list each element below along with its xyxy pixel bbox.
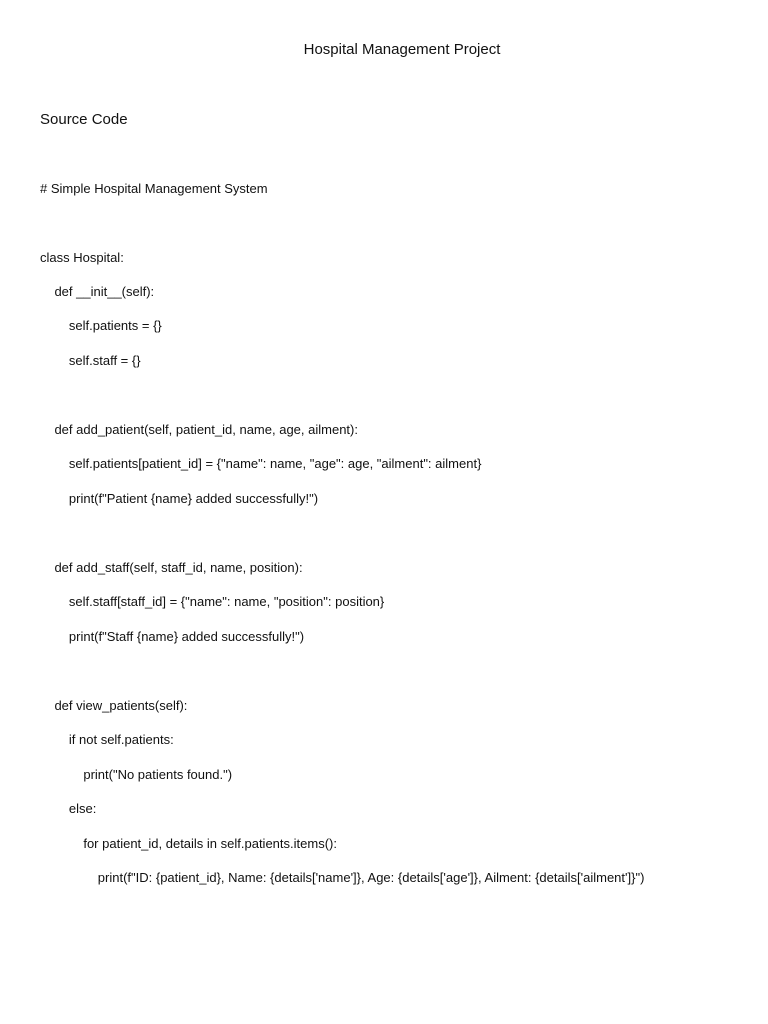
section-heading: Source Code	[40, 111, 128, 128]
code-line: print(f"Patient {name} added successfully!")	[40, 491, 319, 506]
code-line: self.patients[patient_id] = {"name": name, "age": age, "ailment": ailment}	[40, 456, 482, 471]
code-line: self.staff = {}	[40, 353, 141, 368]
code-line: class Hospital:	[40, 250, 124, 265]
code-line: def view_patients(self):	[40, 698, 188, 713]
code-line: def __init__(self):	[40, 284, 155, 299]
code-line: def add_staff(self, staff_id, name, position):	[40, 560, 303, 575]
code-line: if not self.patients:	[40, 732, 174, 747]
code-line: print("No patients found.")	[40, 767, 233, 782]
code-line: print(f"Staff {name} added successfully!")	[40, 629, 305, 644]
code-line: else:	[40, 801, 97, 816]
code-line: print(f"ID: {patient_id}, Name: {details['name']}, Age: {details['age']}, Ailment: {details['ailment']}")	[40, 870, 645, 885]
page-title: Hospital Management Project	[303, 41, 501, 58]
code-line: self.patients = {}	[40, 318, 162, 333]
code-line: for patient_id, details in self.patients.items():	[40, 836, 337, 851]
code-line: def add_patient(self, patient_id, name, age, ailment):	[40, 422, 358, 437]
code-line: self.staff[staff_id] = {"name": name, "position": position}	[40, 594, 385, 609]
code-line: # Simple Hospital Management System	[40, 181, 268, 196]
